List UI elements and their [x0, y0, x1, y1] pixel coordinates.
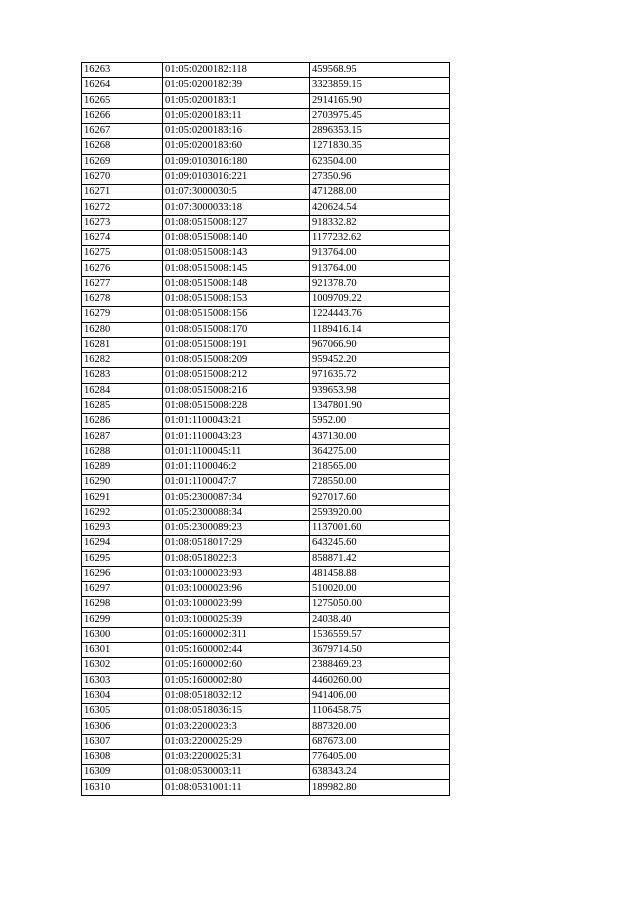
value-cell: 913764.00 [310, 246, 450, 261]
cadastral-number-cell: 01:05:0200183:1 [163, 93, 310, 108]
row-number-cell: 16291 [82, 490, 163, 505]
value-cell: 638343.24 [310, 765, 450, 780]
table-row [82, 673, 450, 688]
cadastral-number-cell: 01:08:0515008:143 [163, 246, 310, 261]
row-number-cell: 16288 [82, 444, 163, 459]
value-cell: 1536559.57 [310, 627, 450, 642]
cadastral-number-cell: 01:08:0515008:170 [163, 322, 310, 337]
value-cell: 24038.40 [310, 612, 450, 627]
cadastral-number-cell: 01:08:0515008:228 [163, 398, 310, 413]
row-number-cell: 16286 [82, 414, 163, 429]
row-number-cell: 16273 [82, 215, 163, 230]
cadastral-number-cell: 01:07:3000033:18 [163, 200, 310, 215]
table-row [82, 765, 450, 780]
table-row [82, 582, 450, 597]
cadastral-number-cell: 01:08:0515008:156 [163, 307, 310, 322]
value-cell: 2703975.45 [310, 108, 450, 123]
row-number-cell: 16285 [82, 398, 163, 413]
table-row [82, 505, 450, 520]
row-number-cell: 16301 [82, 643, 163, 658]
cadastral-number-cell: 01:08:0518017:29 [163, 536, 310, 551]
row-number-cell: 16279 [82, 307, 163, 322]
value-cell: 1106458.75 [310, 704, 450, 719]
row-number-cell: 16309 [82, 765, 163, 780]
value-cell: 643245.60 [310, 536, 450, 551]
table-row [82, 337, 450, 352]
cadastral-number-cell: 01:03:2200025:29 [163, 734, 310, 749]
row-number-cell: 16268 [82, 139, 163, 154]
value-cell: 437130.00 [310, 429, 450, 444]
value-cell: 776405.00 [310, 749, 450, 764]
cadastral-number-cell: 01:03:2200023:3 [163, 719, 310, 734]
row-number-cell: 16271 [82, 185, 163, 200]
row-number-cell: 16269 [82, 154, 163, 169]
value-cell: 858871.42 [310, 551, 450, 566]
row-number-cell: 16296 [82, 566, 163, 581]
cadastral-number-cell: 01:09:0103016:221 [163, 169, 310, 184]
table-row [82, 276, 450, 291]
row-number-cell: 16263 [82, 63, 163, 78]
table-row [82, 566, 450, 581]
row-number-cell: 16306 [82, 719, 163, 734]
value-cell: 3679714.50 [310, 643, 450, 658]
row-number-cell: 16290 [82, 475, 163, 490]
cadastral-number-cell: 01:01:1100046:2 [163, 459, 310, 474]
cadastral-number-cell: 01:05:0200182:118 [163, 63, 310, 78]
value-cell: 510020.00 [310, 582, 450, 597]
row-number-cell: 16287 [82, 429, 163, 444]
table-row [82, 63, 450, 78]
row-number-cell: 16275 [82, 246, 163, 261]
table-body [82, 63, 450, 796]
table-row [82, 230, 450, 245]
value-cell: 1347801.90 [310, 398, 450, 413]
table-row [82, 215, 450, 230]
row-number-cell: 16272 [82, 200, 163, 215]
value-cell: 1137001.60 [310, 520, 450, 535]
cadastral-number-cell: 01:08:0515008:140 [163, 230, 310, 245]
cadastral-number-cell: 01:03:2200025:31 [163, 749, 310, 764]
table-row [82, 322, 450, 337]
cadastral-number-cell: 01:01:1100043:21 [163, 414, 310, 429]
cadastral-number-cell: 01:08:0515008:209 [163, 353, 310, 368]
cadastral-number-cell: 01:05:0200183:11 [163, 108, 310, 123]
table-row [82, 734, 450, 749]
value-cell: 5952.00 [310, 414, 450, 429]
cadastral-number-cell: 01:05:0200183:60 [163, 139, 310, 154]
value-cell: 2593920.00 [310, 505, 450, 520]
cadastral-number-cell: 01:08:0515008:216 [163, 383, 310, 398]
row-number-cell: 16298 [82, 597, 163, 612]
table-row [82, 520, 450, 535]
value-cell: 420624.54 [310, 200, 450, 215]
value-cell: 1009709.22 [310, 291, 450, 306]
cadastral-number-cell: 01:01:1100045:11 [163, 444, 310, 459]
value-cell: 913764.00 [310, 261, 450, 276]
data-table [81, 62, 450, 796]
table-row [82, 719, 450, 734]
value-cell: 941406.00 [310, 688, 450, 703]
table-row [82, 291, 450, 306]
cadastral-number-cell: 01:05:1600002:44 [163, 643, 310, 658]
table-row [82, 551, 450, 566]
row-number-cell: 16270 [82, 169, 163, 184]
table-row [82, 93, 450, 108]
table-row [82, 185, 450, 200]
value-cell: 1275050.00 [310, 597, 450, 612]
cadastral-number-cell: 01:03:1000025:39 [163, 612, 310, 627]
cadastral-number-cell: 01:05:2300088:34 [163, 505, 310, 520]
row-number-cell: 16266 [82, 108, 163, 123]
cadastral-number-cell: 01:05:2300087:34 [163, 490, 310, 505]
table-row [82, 353, 450, 368]
value-cell: 918332.82 [310, 215, 450, 230]
row-number-cell: 16267 [82, 124, 163, 139]
cadastral-number-cell: 01:09:0103016:180 [163, 154, 310, 169]
table-row [82, 444, 450, 459]
row-number-cell: 16308 [82, 749, 163, 764]
row-number-cell: 16297 [82, 582, 163, 597]
row-number-cell: 16302 [82, 658, 163, 673]
table-row [82, 246, 450, 261]
value-cell: 728550.00 [310, 475, 450, 490]
value-cell: 921378.70 [310, 276, 450, 291]
table-row [82, 78, 450, 93]
table-row [82, 169, 450, 184]
cadastral-number-cell: 01:05:2300089:23 [163, 520, 310, 535]
table-row [82, 108, 450, 123]
value-cell: 4460260.00 [310, 673, 450, 688]
table-row [82, 749, 450, 764]
cadastral-number-cell: 01:03:1000023:99 [163, 597, 310, 612]
table-row [82, 368, 450, 383]
value-cell: 481458.88 [310, 566, 450, 581]
table-row [82, 429, 450, 444]
row-number-cell: 16310 [82, 780, 163, 795]
table-row [82, 597, 450, 612]
table-row [82, 643, 450, 658]
row-number-cell: 16265 [82, 93, 163, 108]
table-row [82, 261, 450, 276]
cadastral-number-cell: 01:03:1000023:96 [163, 582, 310, 597]
value-cell: 189982.80 [310, 780, 450, 795]
value-cell: 971635.72 [310, 368, 450, 383]
row-number-cell: 16276 [82, 261, 163, 276]
value-cell: 939653.98 [310, 383, 450, 398]
row-number-cell: 16277 [82, 276, 163, 291]
table-row [82, 200, 450, 215]
table-row [82, 383, 450, 398]
cadastral-number-cell: 01:05:0200183:16 [163, 124, 310, 139]
row-number-cell: 16280 [82, 322, 163, 337]
row-number-cell: 16300 [82, 627, 163, 642]
row-number-cell: 16281 [82, 337, 163, 352]
cadastral-number-cell: 01:08:0515008:145 [163, 261, 310, 276]
row-number-cell: 16303 [82, 673, 163, 688]
cadastral-number-cell: 01:08:0530003:11 [163, 765, 310, 780]
table-row [82, 780, 450, 795]
value-cell: 687673.00 [310, 734, 450, 749]
table-row [82, 398, 450, 413]
cadastral-number-cell: 01:01:1100047:7 [163, 475, 310, 490]
value-cell: 2896353.15 [310, 124, 450, 139]
value-cell: 27350.96 [310, 169, 450, 184]
cadastral-number-cell: 01:08:0515008:212 [163, 368, 310, 383]
value-cell: 623504.00 [310, 154, 450, 169]
cadastral-number-cell: 01:08:0518032:12 [163, 688, 310, 703]
cadastral-number-cell: 01:07:3000030:5 [163, 185, 310, 200]
row-number-cell: 16283 [82, 368, 163, 383]
value-cell: 927017.60 [310, 490, 450, 505]
cadastral-number-cell: 01:05:1600002:311 [163, 627, 310, 642]
cadastral-number-cell: 01:01:1100043:23 [163, 429, 310, 444]
cadastral-number-cell: 01:08:0515008:191 [163, 337, 310, 352]
cadastral-number-cell: 01:08:0515008:148 [163, 276, 310, 291]
row-number-cell: 16274 [82, 230, 163, 245]
cadastral-number-cell: 01:03:1000023:93 [163, 566, 310, 581]
cadastral-number-cell: 01:05:0200182:39 [163, 78, 310, 93]
table-row [82, 459, 450, 474]
row-number-cell: 16307 [82, 734, 163, 749]
row-number-cell: 16304 [82, 688, 163, 703]
row-number-cell: 16299 [82, 612, 163, 627]
table-row [82, 688, 450, 703]
cadastral-number-cell: 01:08:0518022:3 [163, 551, 310, 566]
value-cell: 2388469.23 [310, 658, 450, 673]
row-number-cell: 16282 [82, 353, 163, 368]
value-cell: 471288.00 [310, 185, 450, 200]
row-number-cell: 16305 [82, 704, 163, 719]
table-row [82, 627, 450, 642]
value-cell: 459568.95 [310, 63, 450, 78]
row-number-cell: 16293 [82, 520, 163, 535]
table-row [82, 307, 450, 322]
value-cell: 1271830.35 [310, 139, 450, 154]
value-cell: 1224443.76 [310, 307, 450, 322]
row-number-cell: 16292 [82, 505, 163, 520]
value-cell: 887320.00 [310, 719, 450, 734]
table-row [82, 536, 450, 551]
row-number-cell: 16278 [82, 291, 163, 306]
value-cell: 967066.90 [310, 337, 450, 352]
cadastral-number-cell: 01:08:0518036:15 [163, 704, 310, 719]
table-row [82, 124, 450, 139]
table-row [82, 658, 450, 673]
table-row [82, 139, 450, 154]
table-row [82, 154, 450, 169]
value-cell: 364275.00 [310, 444, 450, 459]
row-number-cell: 16294 [82, 536, 163, 551]
cadastral-number-cell: 01:08:0531001:11 [163, 780, 310, 795]
cadastral-number-cell: 01:08:0515008:153 [163, 291, 310, 306]
table-row [82, 414, 450, 429]
table-row [82, 475, 450, 490]
value-cell: 1189416.14 [310, 322, 450, 337]
table-row [82, 490, 450, 505]
table-row [82, 704, 450, 719]
cadastral-number-cell: 01:05:1600002:80 [163, 673, 310, 688]
value-cell: 218565.00 [310, 459, 450, 474]
row-number-cell: 16264 [82, 78, 163, 93]
value-cell: 3323859.15 [310, 78, 450, 93]
row-number-cell: 16289 [82, 459, 163, 474]
cadastral-number-cell: 01:08:0515008:127 [163, 215, 310, 230]
cadastral-number-cell: 01:05:1600002:60 [163, 658, 310, 673]
table-row [82, 612, 450, 627]
value-cell: 2914165.90 [310, 93, 450, 108]
value-cell: 959452.20 [310, 353, 450, 368]
row-number-cell: 16284 [82, 383, 163, 398]
row-number-cell: 16295 [82, 551, 163, 566]
value-cell: 1177232.62 [310, 230, 450, 245]
